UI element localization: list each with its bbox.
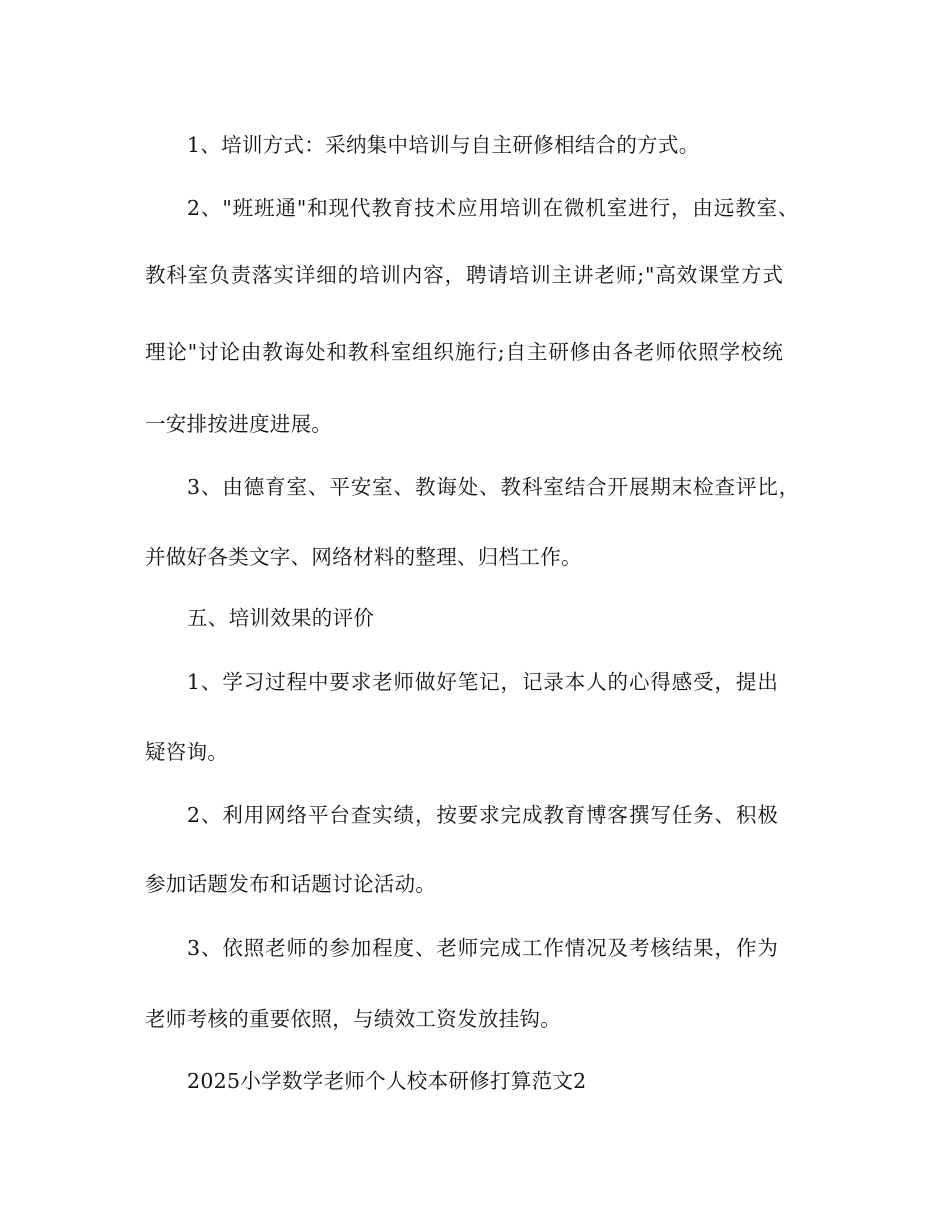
paragraph-2-line-2: 教科室负责落实详细的培训内容，聘请培训主讲老师;"高效课堂方式 — [145, 263, 784, 287]
paragraph-2-line-4: 一安排按进度进展。 — [145, 412, 333, 436]
paragraph-3-line-1: 3、由德育室、平安室、教诲处、教科室结合开展期末检查评比， — [187, 475, 801, 499]
paragraph-4-line-1: 1、学习过程中要求老师做好笔记，记录本人的心得感受，提出 — [187, 670, 779, 694]
paragraph-1-line-1: 1、培训方式：采纳集中培训与自主研修相结合的方式。 — [187, 133, 700, 157]
paragraph-5-line-1: 2、利用网络平台查实绩，按要求完成教育博客撰写任务、积极 — [187, 803, 779, 827]
paragraph-6-line-1: 3、依照老师的参加程度、老师完成工作情况及考核结果，作为 — [187, 936, 779, 960]
paragraph-2-line-3: 理论"讨论由教诲处和教科室组织施行;自主研修由各老师依照学校统 — [145, 340, 784, 364]
paragraph-6-line-2: 老师考核的重要依照，与绩效工资发放挂钩。 — [145, 1007, 561, 1031]
document-section-title: 2025小学数学老师个人校本研修打算范文2 — [187, 1069, 587, 1093]
paragraph-3-line-2: 并做好各类文字、网络材料的整理、归档工作。 — [145, 545, 582, 569]
section-heading: 五、培训效果的评价 — [187, 606, 375, 630]
paragraph-2-line-1: 2、"班班通"和现代教育技术应用培训在微机室进行，由远教室、 — [187, 196, 800, 220]
paragraph-5-line-2: 参加话题发布和话题讨论活动。 — [145, 872, 437, 896]
paragraph-4-line-2: 疑咨询。 — [145, 740, 229, 764]
